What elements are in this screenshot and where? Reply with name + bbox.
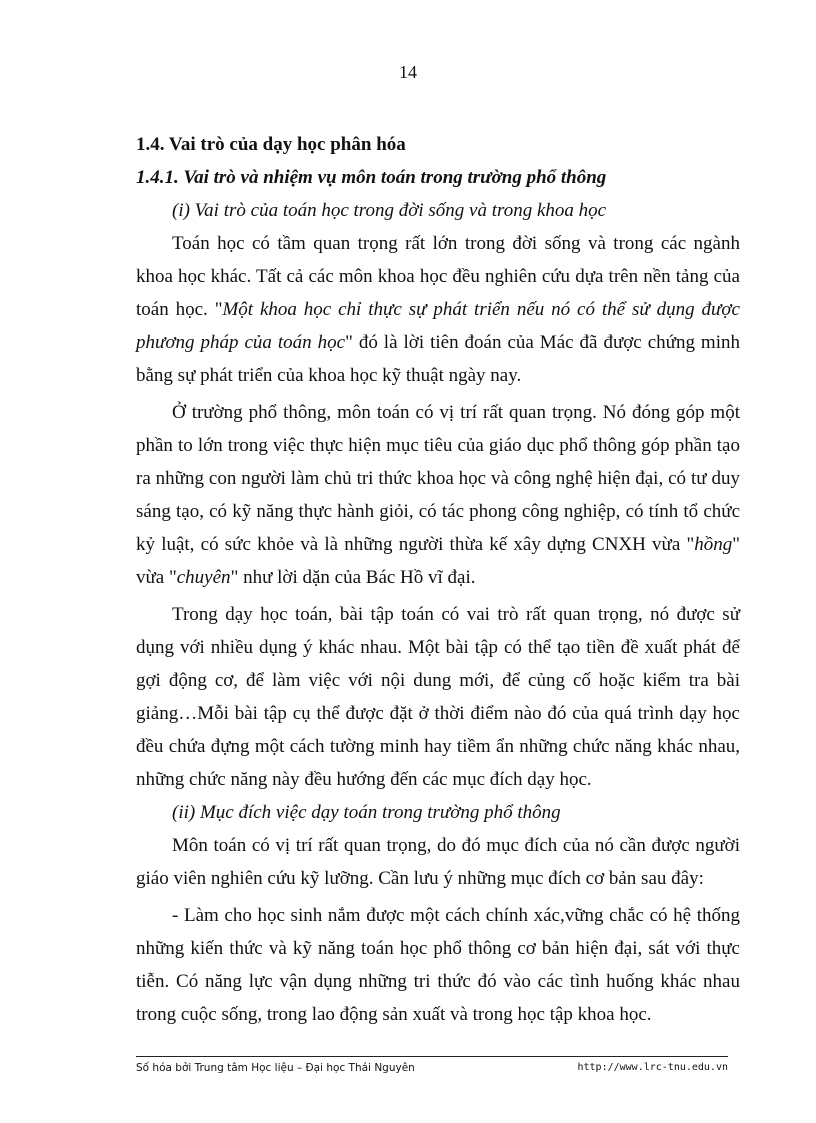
marx-quote: Một khoa học chỉ thực sự phát triển nếu nó có thể sử dụng được phương pháp của toán học: [136, 299, 740, 353]
footer-source: Số hóa bởi Trung tâm Học liệu – Đại học Thái Nguyên: [136, 1062, 415, 1074]
item-ii-title: (ii) Mục đích việc dạy toán trong trường phổ thông: [172, 802, 561, 823]
item-i-title: (i) Vai trò của toán học trong đời sống và trong khoa học: [172, 200, 607, 221]
paragraph-1-text: Toán học có tầm quan trọng rất lớn trong đời sống và trong các ngành khoa học khác. Tất cả các môn khoa học đều nghiên cứu dựa trên nền tảng của toán học. ": [136, 233, 740, 320]
paragraph-2-text-middle: " vừa ": [136, 534, 740, 588]
footer-divider: [136, 1056, 728, 1057]
subsection-heading: 1.4.1. Vai trò và nhiệm vụ môn toán trong trường phổ thông: [136, 167, 607, 188]
emphasis-chuyen: chuyên: [176, 567, 231, 588]
footer-url-link[interactable]: http://www.lrc-tnu.edu.vn: [577, 1062, 728, 1073]
emphasis-hong: hồng: [694, 534, 733, 555]
paragraph-2-text-end: " như lời dặn của Bác Hồ vĩ đại.: [230, 567, 476, 588]
paragraph-2-text: Ở trường phổ thông, môn toán có vị trí rất quan trọng. Nó đóng góp một phần to lớn trong việc thực hiện mục tiêu của giáo dục phổ thông góp phần tạo ra những con người làm chủ tri thức khoa học và công nghệ hiện đại, có tư duy sáng tạo, có kỹ năng thực hành giỏi, có tác phong công nghiệp, có tính tổ chức kỷ luật, có sức khỏe và là những người thừa kế xây dựng CNXH vừa ": [136, 402, 740, 555]
paragraph-1-text-end: " đó là lời tiên đoán của Mác đã được chứng minh bằng sự phát triển của khoa học kỹ thuật ngày nay.: [136, 332, 740, 386]
paragraph-4: Môn toán có vị trí rất quan trọng, do đó mục đích của nó cần được người giáo viên nghiên cứu kỹ lưỡng. Cần lưu ý những mục đích cơ bản sau đây:: [136, 835, 740, 889]
paragraph-3: Trong dạy học toán, bài tập toán có vai trò rất quan trọng, nó được sử dụng với nhiều dụng ý khác nhau. Một bài tập có thể tạo tiền đề xuất phát để gợi động cơ, để làm việc với nội dung mới, để củng cố hoặc kiểm tra bài giảng…Mỗi bài tập cụ thể được đặt ở thời điểm nào đó của quá trình dạy học đều chứa đựng một cách tường minh hay tiềm ẩn những chức năng khác nhau, những chức năng này đều hướng đến các mục đích dạy học.: [136, 604, 740, 790]
paragraph-1: [136, 227, 740, 392]
section-heading: 1.4. Vai trò của dạy học phân hóa: [136, 134, 406, 155]
page-content: [136, 128, 740, 1031]
paragraph-5: - Làm cho học sinh nắm được một cách chính xác,vững chắc có hệ thống những kiến thức và kỹ năng toán học phổ thông cơ bản hiện đại, sát với thực tiễn. Có năng lực vận dụng những tri thức đó vào các tình huống khác nhau trong cuộc sống, trong lao động sản xuất và trong học tập khoa học.: [136, 905, 740, 1025]
page-number: 14: [399, 62, 417, 82]
paragraph-2: [136, 396, 740, 594]
